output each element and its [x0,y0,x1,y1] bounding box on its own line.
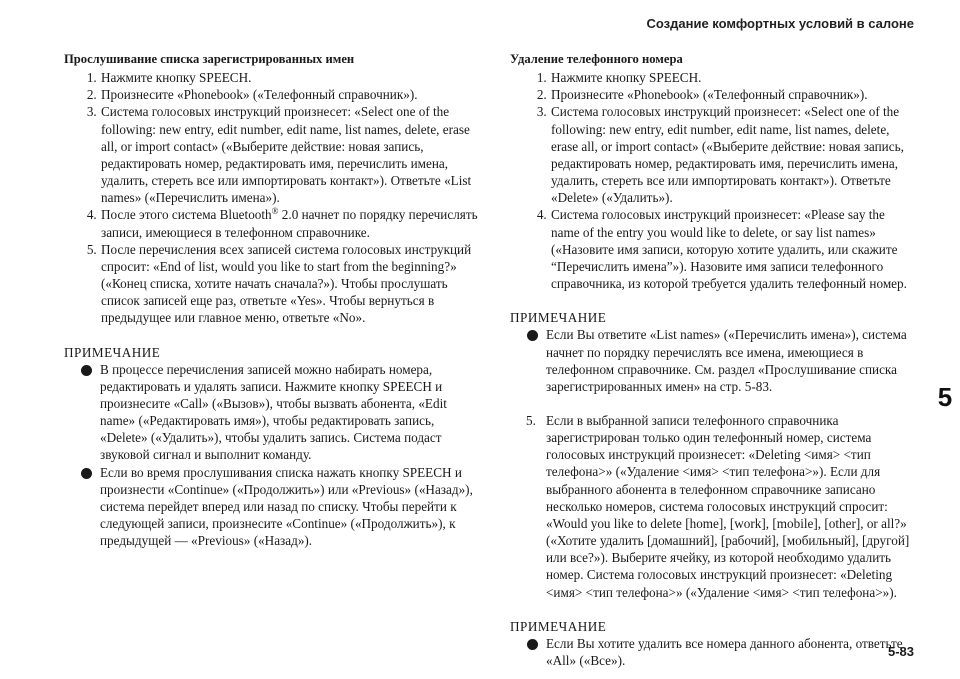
note-bullet [510,635,914,669]
bullet-icon [81,468,92,479]
step4-text-rest: 2.0 начнет по порядку перечислять записи, имеющиеся в телефонном справочнике. [101,207,478,240]
step-item: 1. Нажмите кнопку SPEECH. [550,69,914,86]
step-item-5 [510,412,914,601]
step-item: 2. Произнесите «Phonebook» («Телефонный справочник»). [550,86,914,103]
note-bullet [510,326,914,395]
note-bullet-text: Если Вы хотите удалить все номера данного абонента, ответьте «All» («Все»). [546,635,903,668]
step-text: Если в выбранной записи телефонного справочника зарегистрирован только один телефонный номер, система голосовых инструкций произнесет: «Deleting <имя> <тип телефона>» («Удаление <имя> <тип телефона>»). Если для выбранного абонента в телефонном справочнике записано несколько номеров, система голосовых инструкций спросит: «Would you like to delete [home], [work], [mobile], [other], or all?» («Хотите удалить [домашний], [рабочий], [мобильный], [другой] или все?»). Выберите ячейку, из которой необходимо удалить номер. Система голосовых инструкций произнесет: «Deleting <имя> <тип телефона>» («Удаление <имя> <тип телефона>»). [546,412,910,600]
step-item: 3. Система голосовых инструкций произнесет: «Select one of the following: new entry, edit number, edit name, list names, delete, erase all, or import contact» («Выберите действие: новая запись, редактировать номер, редактировать имя, перечислить имена, удалить, стереть все или импортировать контакт»). Ответьте «Delete» («Удалить»). [550,103,914,206]
note-title: ПРИМЕЧАНИЕ [510,618,607,634]
note-title: ПРИМЕЧАНИЕ [64,344,161,360]
step-item: 3. Система голосовых инструкций произнесет: «Select one of the following: new entry, edit number, edit name, list names, delete, erase all, or import contact» («Выберите действие: новая запись, редактировать номер, редактировать имя, перечислить имена, удалить, стереть все или импортировать контакт»). Ответьте «List names» («Перечислить имена»). [100,103,480,206]
chapter-tab: 5 [930,369,960,426]
step-item: 4. Система голосовых инструкций произнесет: «Please say the name of the entry you would like to delete, or say list names» («Назовите имя записи, которую хотите удалить, или скажите “Перечислить имена”»). Назовите имя записи телефонного справочника, из которой требуется удалить телефонный номер. [550,206,914,292]
right-column [510,51,914,669]
note-bullet [64,464,480,550]
note-bullet-text: Если Вы ответите «List names» («Перечислить имена»), система начнет по порядку перечислять все имена, имеющиеся в телефонном справочнике. См. раздел «Прослушивание списка зарегистрированных имен» на стр. 5-83. [546,327,907,394]
section-heading-list-names: Прослушивание списка зарегистрированных имен [64,52,355,66]
note-title: ПРИМЕЧАНИЕ [510,310,607,326]
note-bullet-text: В процессе перечисления записей можно набирать номера, редактировать и удалять записи. Нажмите кнопку SPEECH и произнесите «Call» («Вызов»), чтобы вызвать абонента, «Edit name» («Редактировать имя»), чтобы редактировать запись, «Delete» («Удалить»), чтобы удалить запись. Система подаст звуковой сигнал и выполнит команду. [100,361,447,463]
delete-number-steps [510,69,914,292]
step-item [100,206,480,240]
step-number: 5. [526,412,536,428]
note-bullet [64,361,480,464]
page-number: 5-83 [887,644,914,659]
step-item: 2. Произнесите «Phonebook» («Телефонный справочник»). [100,86,480,103]
registered-mark: ® [271,206,279,217]
list-names-steps [64,69,480,326]
note-bullet-text: Если во время прослушивания списка нажать кнопку SPEECH и произнести «Continue» («Продолжить») или «Previous» («Назад»), система перейдет вперед или назад по списку. Чтобы перейти к следующей записи, произнесите «Continue» («Продолжить»), к предыдущей — «Previous» («Назад»). [100,464,473,549]
bullet-icon [81,365,92,376]
step-item: 1. Нажмите кнопку SPEECH. [100,69,480,86]
bullet-icon [527,639,538,650]
left-column [64,51,480,549]
step4-text: После этого система Bluetooth [101,207,272,223]
step-item: 5. После перечисления всех записей система голосовых инструкций спросит: «End of list, would you like to start from the beginning?» («Конец списка, хотите начать сначала?»). Чтобы прослушать список записей еще раз, ответьте «Yes». Чтобы вернуться в предыдущее или главное меню, ответьте «No». [100,241,480,327]
bullet-icon [527,330,538,341]
section-heading-delete-number: Удаление телефонного номера [510,52,683,66]
running-header: Создание комфортных условий в салоне [646,16,914,31]
